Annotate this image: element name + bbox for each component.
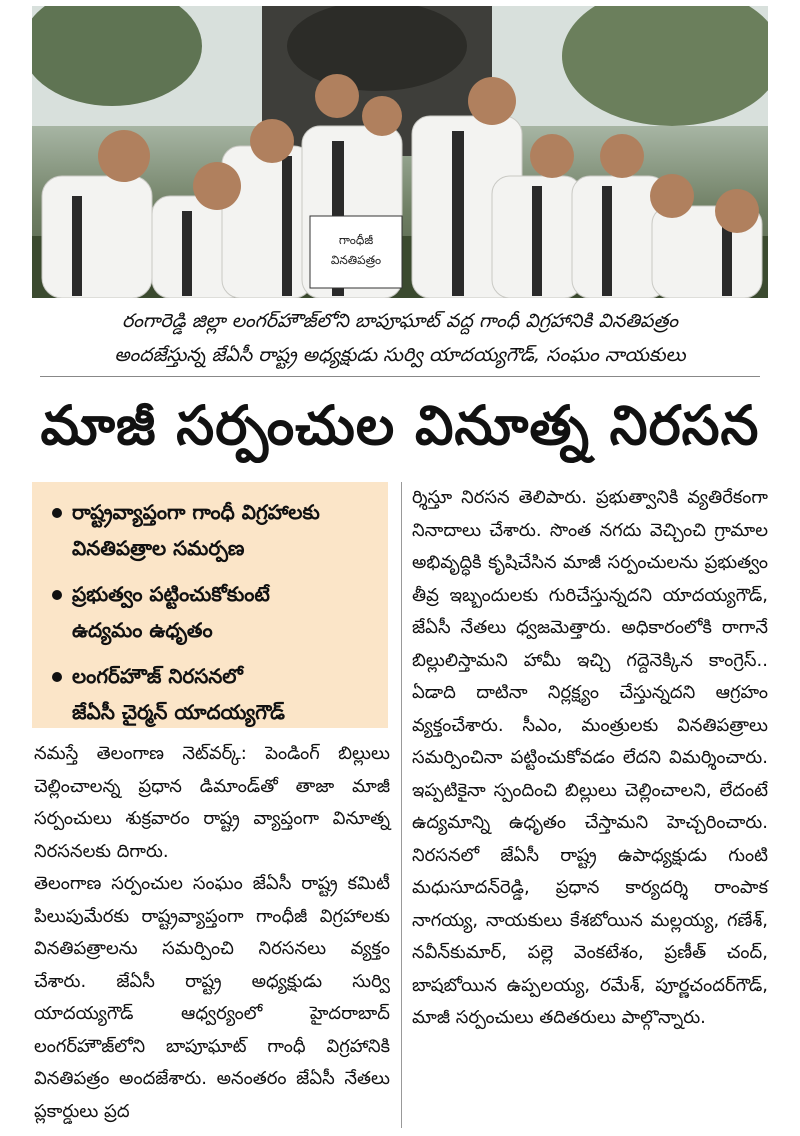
- photo-caption: [40, 304, 760, 372]
- highlight-line: ఉద్యమం ఉధృతం: [72, 618, 213, 642]
- bullet-icon: [52, 672, 62, 682]
- protest-photo-illustration: [32, 6, 768, 298]
- article-body-left: నమస్తే తెలంగాణ నెట్‌వర్క్: పెండింగ్ బిల్లులు చెల్లించాలన్న ప్రధాన డిమాండ్‌తో తాజా మాజీ సర్పంచులు శుక్రవారం రాష్ట్ర వ్యాప్తంగా వినూత్న నిరసనలకు దిగారు. తెలంగాణ సర్పంచుల సంఘం జేఏసీ రాష్ట్ర కమిటీ పిలుపుమేరకు రాష్ట్రవ్యాప్తంగా గాంధీజీ విగ్రహాలకు వినతిపత్రాలను సమర్పించి నిరసనలు వ్యక్తం చేశారు. జేఏసీ రాష్ట్ర అధ్యక్షుడు సుర్వి యాదయ్యగౌడ్ ఆధ్వర్యంలో హైదరాబాద్ లంగర్‌హౌజ్‌లోని బాపూఘాట్ గాంధీ విగ్రహానికి వినతిపత్రం అందజేశారు. అనంతరం జేఏసీ నేతలు ప్లకార్డులు ప్రద: [34, 743, 390, 1122]
- caption-line-1: రంగారెడ్డి జిల్లా లంగర్‌హౌజ్‌లోని బాపూఘాట్ వద్ద గాంధీ విగ్రహానికి వినతిపత్రం: [121, 310, 678, 332]
- highlight-line: జేఏసీ చైర్మన్ యాదయ్యగౌడ్: [72, 700, 285, 724]
- headline: మాజీ సర్పంచుల వినూత్న నిరసన: [40, 394, 760, 457]
- article-body-right: ర్శిస్తూ నిరసన తెలిపారు. ప్రభుత్వానికి వ్యతిరేకంగా నినాదాలు చేశారు. సొంత నగదు వెచ్చించి గ్రామాల అభివృద్ధికి కృషిచేసిన మాజీ సర్పంచులను ప్రభుత్వం తీవ్ర ఇబ్బందులకు గురిచేస్తున్నదని యాదయ్యగౌడ్, జేఏసీ నేతలు ధ్వజమెత్తారు. అధికారంలోకి రాగానే బిల్లులిస్తామని హామీ ఇచ్చి గద్దెనెక్కిన కాంగ్రెస్.. ఏడాది దాటినా నిర్లక్ష్యం చేస్తున్నదని ఆగ్రహం వ్యక్తంచేశారు. సీఎం, మంత్రులకు వినతిపత్రాలు సమర్పించినా పట్టించుకోవడం లేదని విమర్శించారు. ఇప్పటికైనా స్పందించి బిల్లులు చెల్లించాలని, లేదంటే ఉద్యమాన్ని ఉధృతం చేస్తామని హెచ్చరించారు. నిరసనలో జేఏసీ రాష్ట్ర ఉపాధ్యక్షుడు గుంటి మధుసూదన్‌రెడ్డి, ప్రధాన కార్యదర్శి రాంపాక నాగయ్య, నాయకులు కేశబోయిన మల్లయ్య, గణేశ్, నవీన్‌కుమార్, పల్లె వెంకటేశం, ప్రణీత్ చంద్, బాషబోయిన ఉప్పలయ్య, రమేశ్, పూర్ణచందర్‌గౌడ్, మాజీ సర్పంచులు తదితరులు పాల్గొన్నారు.: [412, 487, 768, 1028]
- highlight-item: [52, 658, 378, 730]
- column-divider: [401, 482, 402, 1128]
- highlight-line: లంగర్‌హౌజ్ నిరసనలో: [72, 664, 243, 688]
- highlight-item: [52, 576, 378, 648]
- bullet-icon: [52, 508, 62, 518]
- highlight-line: రాష్ట్రవ్యాప్తంగా గాంధీ విగ్రహాలకు: [72, 500, 320, 524]
- highlight-line: ప్రభుత్వం పట్టించుకోకుంటే: [72, 582, 270, 606]
- placard-line-1: గాంధీజీ: [338, 233, 374, 247]
- news-photo: [32, 6, 768, 298]
- placard-line-2: వినతిపత్రం: [330, 253, 382, 267]
- caption-line-2: అందజేస్తున్న జేఏసీ రాష్ట్ర అధ్యక్షుడు సుర్వి యాదయ్యగౌడ్, సంఘం నాయకులు: [114, 344, 686, 366]
- caption-divider: [40, 376, 760, 377]
- placard: [310, 216, 402, 288]
- highlight-line: వినతిపత్రాల సమర్పణ: [72, 536, 245, 560]
- highlights-box: [32, 482, 388, 728]
- highlight-item: [52, 494, 378, 566]
- bullet-icon: [52, 590, 62, 600]
